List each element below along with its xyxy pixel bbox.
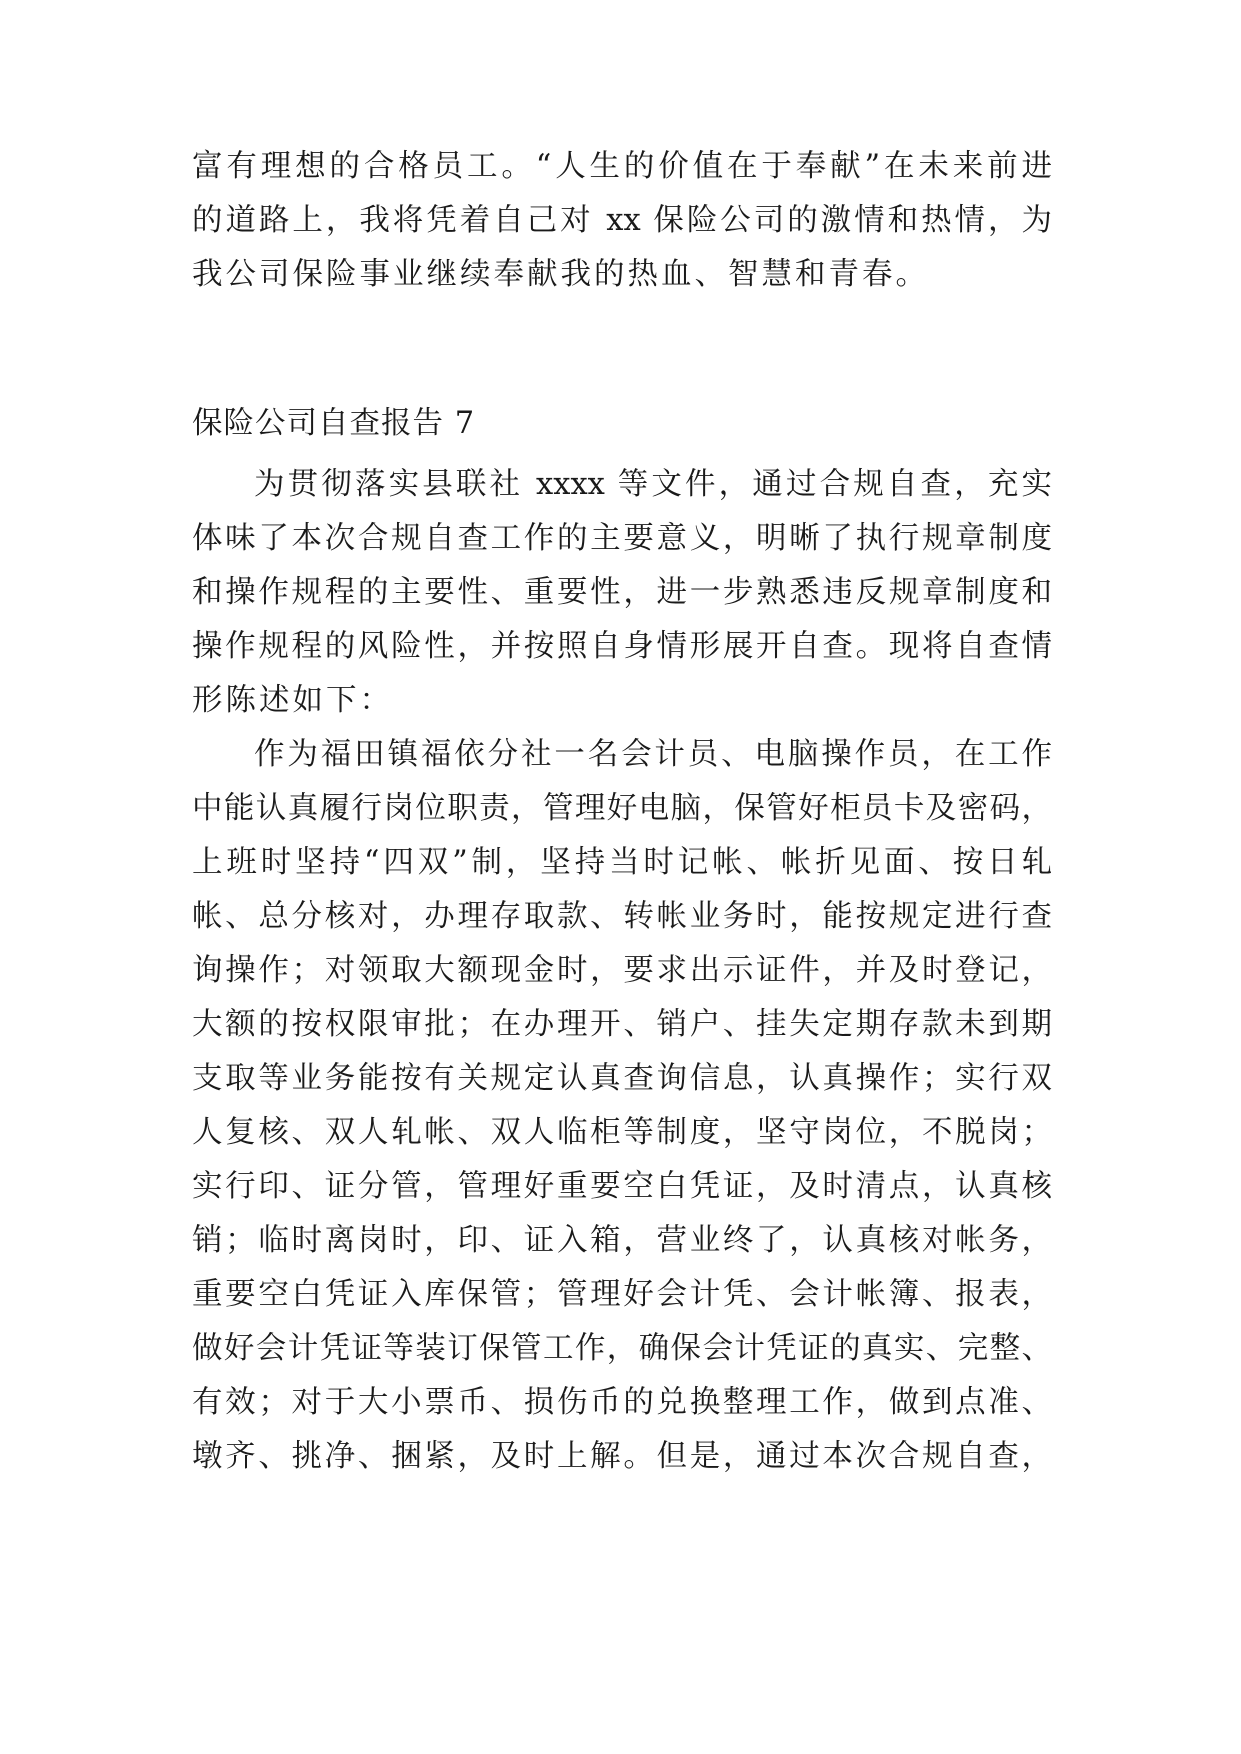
para2-line-4: 帐、总分核对，办理存取款、转帐业务时，能按规定进行查 [192, 899, 1052, 934]
para2-line-10: 销；临时离岗时，印、证入箱，营业终了，认真核对帐务， [192, 1223, 1052, 1258]
para2-line-8: 人复核、双人轧帐、双人临柜等制度，坚守岗位，不脱岗； [192, 1115, 1052, 1150]
para1-line-5: 形陈述如下： [192, 683, 393, 718]
para1-line-3: 和操作规程的主要性、重要性，进一步熟悉违反规章制度和 [192, 575, 1052, 610]
para2-line-14: 墩齐、挑净、捆紧，及时上解。但是，通过本次合规自查， [192, 1439, 1052, 1474]
para1-line-2: 体味了本次合规自查工作的主要意义，明晰了执行规章制度 [192, 521, 1052, 556]
intro-line-3: 我公司保险事业继续奉献我的热血、智慧和青春。 [192, 257, 929, 292]
intro-line-2: 的道路上，我将凭着自己对 xx 保险公司的激情和热情，为 [192, 203, 1052, 238]
para2-line-5: 询操作；对领取大额现金时，要求出示证件，并及时登记， [192, 953, 1052, 988]
para1-line-4: 操作规程的风险性，并按照自身情形展开自查。现将自查情 [192, 629, 1052, 664]
para2-line-9: 实行印、证分管，管理好重要空白凭证，及时清点，认真核 [192, 1169, 1052, 1204]
para2-line-1: 作为福田镇福依分社一名会计员、电脑操作员，在工作 [254, 737, 1052, 772]
para2-line-7: 支取等业务能按有关规定认真查询信息，认真操作；实行双 [192, 1061, 1052, 1096]
section-title: 保险公司自查报告 7 [192, 406, 476, 441]
intro-line-1: 富有理想的合格员工。“人生的价值在于奉献”在未来前进 [192, 149, 1052, 184]
para2-line-11: 重要空白凭证入库保管；管理好会计凭、会计帐簿、报表， [192, 1277, 1052, 1312]
para2-line-6: 大额的按权限审批；在办理开、销户、挂失定期存款未到期 [192, 1007, 1052, 1042]
para1-line-1: 为贯彻落实县联社 xxxx 等文件，通过合规自查，充实 [254, 467, 1052, 502]
para2-line-13: 有效；对于大小票币、损伤币的兑换整理工作，做到点准、 [192, 1385, 1052, 1420]
para2-line-2: 中能认真履行岗位职责，管理好电脑，保管好柜员卡及密码， [192, 791, 1052, 826]
para2-line-3: 上班时坚持“四双”制，坚持当时记帐、帐折见面、按日轧 [192, 845, 1052, 880]
para2-line-12: 做好会计凭证等装订保管工作，确保会计凭证的真实、完整、 [192, 1331, 1052, 1366]
